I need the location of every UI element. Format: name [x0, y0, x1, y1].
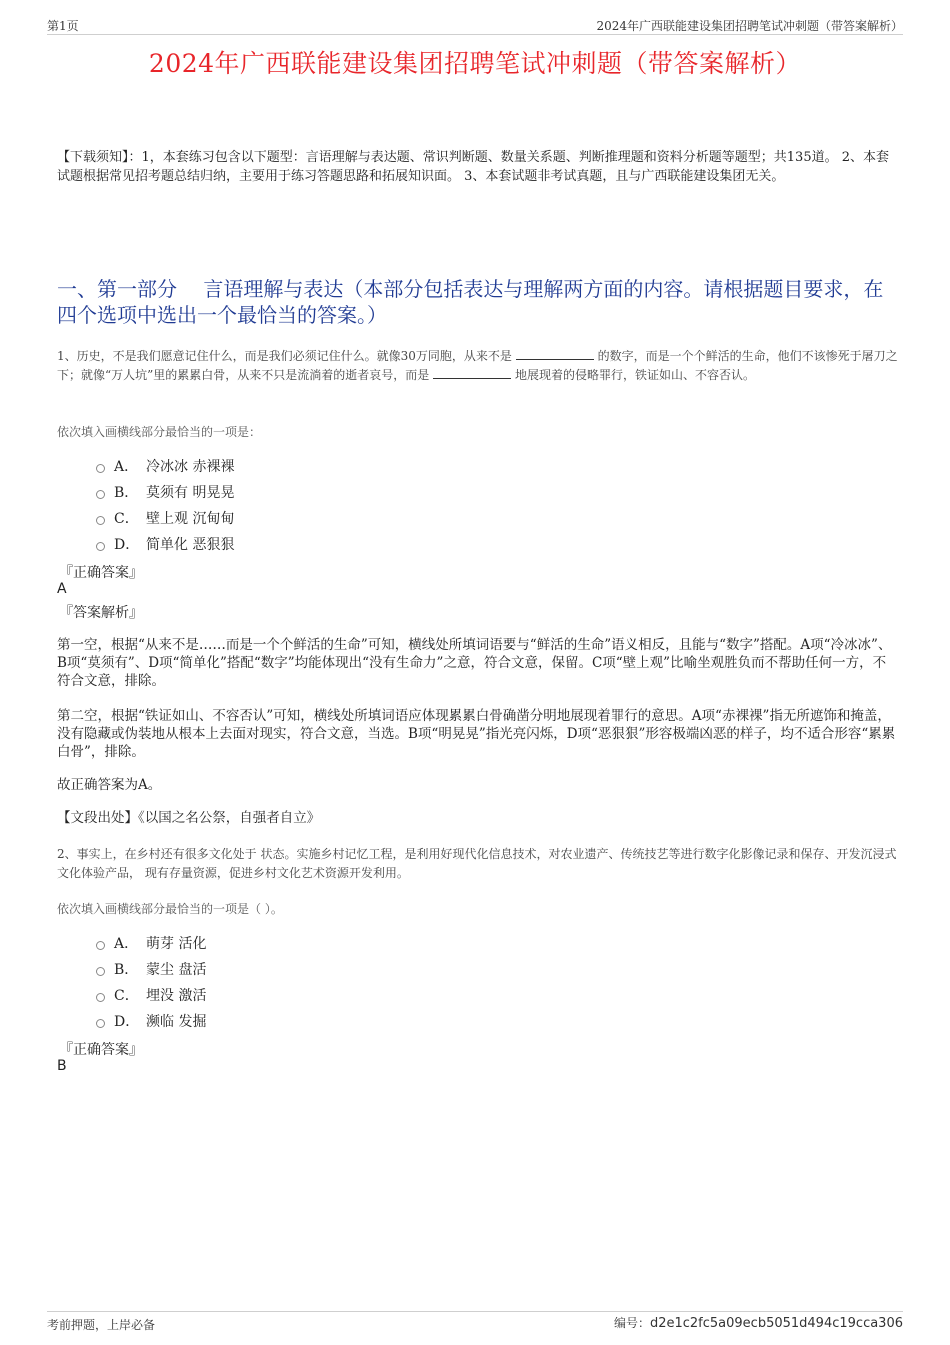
answer-label: 『正确答案』: [59, 565, 143, 581]
footer-code: [614, 1314, 903, 1331]
correct-answer: A: [57, 581, 67, 597]
question-2-options: [96, 930, 206, 1034]
radio-icon[interactable]: [96, 1019, 105, 1028]
correct-answer: B: [57, 1058, 67, 1074]
question-2-text: 2、事实上，在乡村还有很多文化处于 状态。实施乡村记忆工程，是利用好现代化信息技术，对农业遗产、传统技艺等进行数字化影像记录和保存、开发沉浸式文化体验产品， 现有存量资源，促进乡村文化艺术资源开发利用。: [57, 847, 897, 880]
page-footer: [47, 1311, 903, 1334]
radio-icon[interactable]: [96, 967, 105, 976]
question-1-text-c: 地展现着的侵略罪行，铁证如山、不容否认。: [514, 368, 755, 382]
analysis-label: 『答案解析』: [59, 605, 143, 621]
page-header: [47, 14, 903, 35]
option-a[interactable]: A． 萌芽 活化: [96, 930, 206, 956]
fill-blank: [433, 366, 511, 379]
question-1-text-a: 1、历史，不是我们愿意记住什么，而是我们必须记住什么。就像30万同胞，从来不是: [57, 349, 512, 363]
question-1-options: [96, 453, 234, 557]
footer-slogan: 考前押题，上岸必备: [47, 1318, 156, 1332]
analysis-conclusion: 故正确答案为A。: [57, 777, 162, 793]
answer-label: 『正确答案』: [59, 1042, 143, 1058]
option-c[interactable]: C． 壁上观 沉甸甸: [96, 505, 234, 531]
section-title: 一、第一部分 言语理解与表达（本部分包括表达与理解两方面的内容。请根据题目要求，在四个选项中选出一个最恰当的答案。）: [57, 277, 884, 327]
analysis-paragraph-2: 第二空，根据“铁证如山、不容否认”可知，横线处所填词语应体现累累白骨确凿分明地展现着罪行的意思。A项“赤裸裸”指无所遮饰和掩盖，没有隐藏或伪装地从根本上去面对现实，符合文意，当选。B项“明晃晃”指光亮闪烁，D项“恶狠狠”形容极端凶恶的样子，均不适合形容“累累白骨”，排除。: [57, 708, 896, 760]
option-d[interactable]: D． 简单化 恶狠狠: [96, 531, 234, 557]
radio-icon[interactable]: [96, 464, 105, 473]
option-b[interactable]: B． 莫须有 明晃晃: [96, 479, 234, 505]
question-1-prompt: 依次填入画横线部分最恰当的一项是：: [57, 425, 262, 439]
analysis-paragraph-1: 第一空，根据“从来不是……而是一个个鲜活的生命”可知，横线处所填词语要与“鲜活的生命”语义相反，且能与“数字”搭配。A项“冷冰冰”、B项“莫须有”、D项“简单化”搭配“数字”均能体现出“没有生命力”之意，符合文意，保留。C项“壁上观”比喻坐观胜负而不帮助任何一方，不符合文意，排除。: [57, 637, 892, 689]
radio-icon[interactable]: [96, 542, 105, 551]
option-a[interactable]: A． 冷冰冰 赤裸裸: [96, 453, 234, 479]
radio-icon[interactable]: [96, 941, 105, 950]
question-2-prompt: 依次填入画横线部分最恰当的一项是（ ）。: [57, 902, 283, 916]
option-c[interactable]: C． 埋没 激活: [96, 982, 206, 1008]
radio-icon[interactable]: [96, 490, 105, 499]
fill-blank: [516, 347, 594, 360]
document-title: 2024年广西联能建设集团招聘笔试冲刺题（带答案解析）: [148, 49, 802, 78]
download-notice: 【下载须知】：1，本套练习包含以下题型：言语理解与表达题、常识判断题、数量关系题、判断推理题和资料分析题等题型；共135道。 2、本套试题根据常见招考题总结归纳，主要用于练习答题思路和拓展知识面。 3、本套试题非考试真题，且与广西联能建设集团无关。: [57, 150, 889, 184]
question-1-text-b: 的数字，而是一个个鲜活的生命，他们不该惨死于屠刀之下；就像“万人坑”里的累累白骨，从来不只是流淌着的逝者哀号，而是: [57, 349, 898, 382]
header-doc-title: 2024年广西联能建设集团招聘笔试冲刺题（带答案解析）: [596, 19, 903, 33]
question-1-text: [57, 347, 899, 385]
option-b[interactable]: B． 蒙尘 盘活: [96, 956, 206, 982]
radio-icon[interactable]: [96, 516, 105, 525]
option-d[interactable]: D． 濒临 发掘: [96, 1008, 206, 1034]
radio-icon[interactable]: [96, 993, 105, 1002]
footer-code-value: d2e1c2fc5a09ecb5051d494c19cca306: [649, 1316, 903, 1331]
source-citation: 【文段出处】《以国之名公祭，自强者自立》: [57, 810, 321, 826]
page-number: 第1页: [47, 19, 79, 33]
footer-code-label: 编号：: [613, 1316, 650, 1330]
